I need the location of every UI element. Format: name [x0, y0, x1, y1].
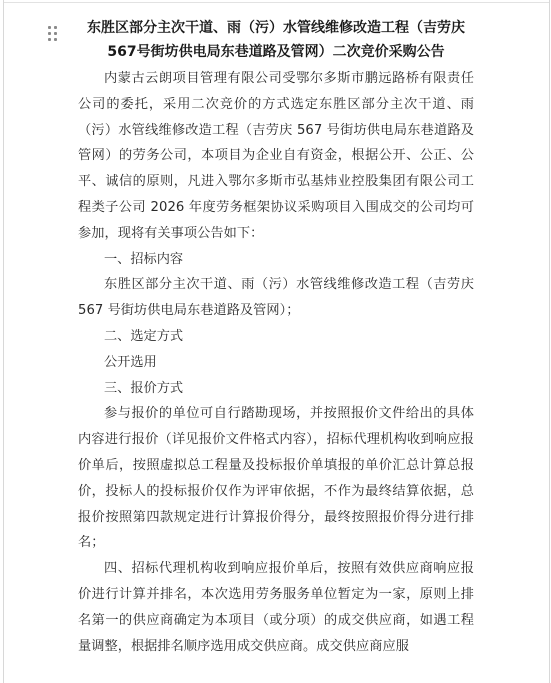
intro-paragraph: 内蒙古云朗项目管理有限公司受鄂尔多斯市鹏远路桥有限责任公司的委托，采用二次竞价的方式选定东胜区部分主次干道、雨（污）水管线维修改造工程（吉劳庆 567 号街坊供电局东巷道路及管网）的劳务公司，本项目为企业自有资金，根据公开、公正、公平、诚信的原则，凡进入鄂尔多斯市弘基炜业控股集团有限公司工程类子公司 2026 年度劳务框架协议采购项目入围成交的公司均可参加，现将有关事项公告如下：	[78, 71, 474, 241]
section-heading-1: 一、招标内容	[104, 251, 184, 267]
section-paragraph-4: 四、招标代理机构收到响应报价单后，按照有效供应商响应报价进行计算并排名，本次选用劳务服务单位暂定为一家，原则上排名第一的供应商确定为本项目（或分项）的成交供应商，如遇工程量调整，根据排名顺序选用成交供应商。成交供应商应服	[78, 561, 474, 654]
document-body	[78, 12, 474, 659]
document-title: 东胜区部分主次干道、雨（污）水管线维修改造工程（吉劳庆567号街坊供电局东巷道路及管网）二次竞价采购公告	[87, 20, 465, 60]
page-left-border	[3, 0, 4, 683]
block-drag-handle-icon[interactable]	[48, 26, 60, 42]
section-body-1: 东胜区部分主次干道、雨（污）水管线维修改造工程（吉劳庆 567 号街坊供电局东巷道路及管网）；	[78, 277, 474, 319]
page-right-border	[549, 0, 550, 683]
section-heading-3: 三、报价方式	[104, 380, 184, 396]
section-body-2: 公开选用	[104, 354, 157, 370]
page-top-border	[3, 2, 550, 3]
section-body-3: 参与报价的单位可自行踏勘现场，并按照报价文件给出的具体内容进行报价（详见报价文件格式内容），招标代理机构收到响应报价单后，按照虚拟总工程量及投标报价单填报的单价汇总计算总报价，投标人的投标报价仅作为评审依据，不作为最终结算依据，总报价按照第四款规定进行计算报价得分，最终按照报价得分进行排名；	[78, 406, 474, 551]
section-heading-2: 二、选定方式	[104, 328, 184, 344]
